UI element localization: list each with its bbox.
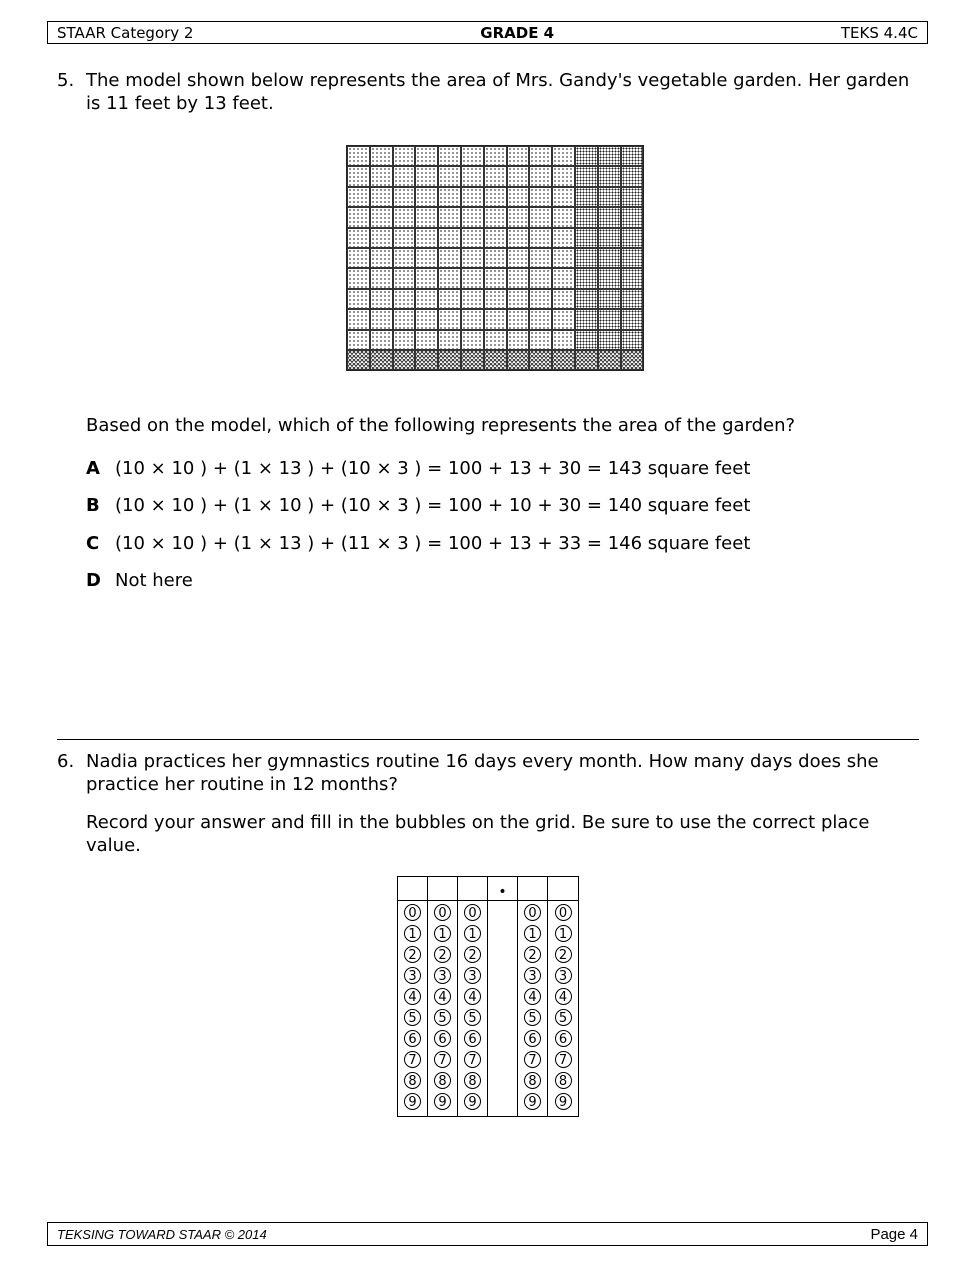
choice-letter: A <box>86 458 100 479</box>
garden-square <box>575 289 598 309</box>
garden-square <box>552 207 575 227</box>
choice-text: (10 × 10 ) + (1 × 13 ) + (11 × 3 ) = 100 + 13 + 33 = 146 square feet <box>115 533 751 554</box>
garden-square <box>575 309 598 329</box>
digit-bubble[interactable]: 3 <box>464 967 481 984</box>
digit-bubble[interactable]: 9 <box>555 1093 572 1110</box>
garden-square <box>415 146 438 166</box>
digit-bubble[interactable]: 9 <box>404 1093 421 1110</box>
digit-bubble[interactable]: 8 <box>404 1072 421 1089</box>
digit-bubble[interactable]: 9 <box>464 1093 481 1110</box>
garden-square <box>438 289 461 309</box>
footer-copyright: TEKSING TOWARD STAAR © 2014 <box>57 1226 267 1242</box>
garden-square <box>461 187 484 207</box>
grid-instruction: Record your answer and fill in the bubbles on the grid. Be sure to use the correct place value. <box>86 812 870 856</box>
answer-choice-c[interactable] <box>86 533 750 554</box>
decimal-column <box>488 877 518 1116</box>
digit-column <box>398 877 428 1116</box>
garden-square <box>598 248 621 268</box>
digit-bubble[interactable]: 5 <box>524 1009 541 1026</box>
garden-square <box>370 350 393 370</box>
garden-square <box>529 330 552 350</box>
digit-bubble[interactable]: 0 <box>524 904 541 921</box>
digit-bubble[interactable]: 6 <box>524 1030 541 1047</box>
garden-square <box>529 146 552 166</box>
garden-square <box>621 207 644 227</box>
garden-square <box>393 268 416 288</box>
garden-square <box>598 309 621 329</box>
garden-square <box>370 207 393 227</box>
garden-square <box>370 309 393 329</box>
garden-square <box>552 350 575 370</box>
garden-square <box>575 146 598 166</box>
garden-square <box>370 166 393 186</box>
digit-bubble[interactable]: 4 <box>555 988 572 1005</box>
garden-square <box>370 289 393 309</box>
garden-square <box>484 187 507 207</box>
garden-square <box>575 207 598 227</box>
garden-square <box>347 207 370 227</box>
question-prompt: Based on the model, which of the following represents the area of the garden? <box>86 415 796 436</box>
divider <box>57 739 919 740</box>
question-text: Nadia practices her gymnastics routine 16 days every month. How many days does she practice her routine in 12 months? <box>86 751 879 795</box>
digit-bubble[interactable]: 6 <box>464 1030 481 1047</box>
answer-choice-a[interactable] <box>86 458 750 479</box>
page-footer <box>47 1222 928 1246</box>
garden-square <box>347 309 370 329</box>
garden-square <box>415 228 438 248</box>
digit-bubble[interactable]: 7 <box>524 1051 541 1068</box>
garden-square <box>461 207 484 227</box>
digit-bubble[interactable]: 3 <box>434 967 451 984</box>
answer-box[interactable] <box>458 877 487 901</box>
choice-letter: D <box>86 570 101 591</box>
digit-bubble[interactable]: 2 <box>555 946 572 963</box>
garden-square <box>552 330 575 350</box>
garden-square <box>438 207 461 227</box>
garden-square <box>347 268 370 288</box>
garden-square <box>438 350 461 370</box>
garden-square <box>507 350 530 370</box>
digit-bubble[interactable]: 9 <box>524 1093 541 1110</box>
digit-bubble[interactable]: 7 <box>464 1051 481 1068</box>
garden-square <box>575 268 598 288</box>
garden-square <box>621 309 644 329</box>
digit-bubble[interactable]: 0 <box>404 904 421 921</box>
garden-square <box>461 289 484 309</box>
garden-square <box>507 330 530 350</box>
garden-square <box>484 248 507 268</box>
garden-square <box>393 207 416 227</box>
garden-square <box>393 309 416 329</box>
garden-square <box>415 350 438 370</box>
garden-square <box>370 248 393 268</box>
digit-bubble[interactable]: 4 <box>404 988 421 1005</box>
garden-square <box>598 268 621 288</box>
garden-square <box>484 268 507 288</box>
garden-square <box>552 166 575 186</box>
garden-square <box>507 268 530 288</box>
garden-square <box>621 228 644 248</box>
answer-box[interactable] <box>428 877 457 901</box>
garden-square <box>415 166 438 186</box>
garden-square <box>438 330 461 350</box>
garden-square <box>598 146 621 166</box>
garden-square <box>461 228 484 248</box>
garden-square <box>393 248 416 268</box>
answer-choice-d[interactable] <box>86 570 193 591</box>
digit-bubble[interactable]: 7 <box>555 1051 572 1068</box>
garden-square <box>552 309 575 329</box>
digit-bubble[interactable]: 8 <box>524 1072 541 1089</box>
garden-square <box>507 187 530 207</box>
garden-square <box>415 268 438 288</box>
choice-text: (10 × 10 ) + (1 × 10 ) + (10 × 3 ) = 100 + 10 + 30 = 140 square feet <box>115 495 751 516</box>
garden-square <box>438 146 461 166</box>
garden-square <box>621 268 644 288</box>
garden-square <box>575 166 598 186</box>
decimal-point: • <box>488 877 517 901</box>
garden-square <box>393 187 416 207</box>
garden-square <box>621 187 644 207</box>
garden-square <box>415 330 438 350</box>
garden-square <box>529 228 552 248</box>
garden-square <box>598 350 621 370</box>
garden-square <box>370 187 393 207</box>
garden-square <box>621 146 644 166</box>
garden-square <box>598 330 621 350</box>
garden-square <box>552 248 575 268</box>
garden-square <box>347 166 370 186</box>
garden-square <box>484 166 507 186</box>
answer-box[interactable] <box>398 877 427 901</box>
garden-square <box>484 228 507 248</box>
digit-bubble[interactable]: 3 <box>555 967 572 984</box>
garden-square <box>415 289 438 309</box>
garden-square <box>484 207 507 227</box>
garden-square <box>347 146 370 166</box>
digit-bubble[interactable]: 1 <box>464 925 481 942</box>
garden-square <box>347 289 370 309</box>
garden-square <box>415 248 438 268</box>
digit-bubble[interactable]: 6 <box>434 1030 451 1047</box>
garden-square <box>461 166 484 186</box>
page-number: Page 4 <box>870 1225 918 1243</box>
garden-square <box>438 268 461 288</box>
garden-square <box>598 187 621 207</box>
garden-square <box>370 268 393 288</box>
garden-square <box>529 309 552 329</box>
garden-square <box>461 268 484 288</box>
digit-bubble[interactable]: 5 <box>404 1009 421 1026</box>
garden-square <box>484 309 507 329</box>
digit-bubble[interactable]: 1 <box>404 925 421 942</box>
digit-bubble[interactable]: 3 <box>404 967 421 984</box>
garden-square <box>621 248 644 268</box>
digit-bubble[interactable]: 0 <box>464 904 481 921</box>
garden-square <box>507 166 530 186</box>
garden-square <box>529 350 552 370</box>
garden-square <box>598 166 621 186</box>
garden-square <box>415 207 438 227</box>
digit-bubble[interactable]: 6 <box>555 1030 572 1047</box>
garden-square <box>598 228 621 248</box>
digit-bubble[interactable]: 4 <box>434 988 451 1005</box>
header-category: STAAR Category 2 <box>57 23 194 42</box>
garden-square <box>438 228 461 248</box>
garden-square <box>621 330 644 350</box>
garden-square <box>552 268 575 288</box>
garden-square <box>393 146 416 166</box>
garden-square <box>461 146 484 166</box>
question-text: The model shown below represents the area of Mrs. Gandy's vegetable garden. Her garden is 11 feet by 13 feet. <box>86 70 910 114</box>
digit-bubble[interactable]: 1 <box>524 925 541 942</box>
garden-square <box>621 350 644 370</box>
digit-bubble[interactable]: 4 <box>524 988 541 1005</box>
question-number: 6. <box>57 751 75 772</box>
garden-square <box>370 330 393 350</box>
garden-square <box>507 248 530 268</box>
garden-square <box>507 207 530 227</box>
garden-square <box>393 166 416 186</box>
garden-square <box>507 309 530 329</box>
digit-bubble[interactable]: 1 <box>434 925 451 942</box>
garden-square <box>370 146 393 166</box>
garden-square <box>370 228 393 248</box>
answer-box[interactable] <box>548 877 578 901</box>
garden-square <box>598 207 621 227</box>
garden-square <box>575 228 598 248</box>
garden-square <box>552 289 575 309</box>
digit-bubble[interactable]: 5 <box>555 1009 572 1026</box>
choice-letter: C <box>86 533 100 554</box>
answer-choice-b[interactable] <box>86 495 750 516</box>
garden-square <box>461 248 484 268</box>
garden-square <box>529 166 552 186</box>
digit-bubble[interactable]: 7 <box>404 1051 421 1068</box>
digit-bubble[interactable]: 8 <box>464 1072 481 1089</box>
garden-square <box>438 248 461 268</box>
garden-square <box>552 187 575 207</box>
garden-square <box>461 350 484 370</box>
digit-bubble[interactable]: 5 <box>434 1009 451 1026</box>
garden-square <box>461 330 484 350</box>
garden-square <box>529 289 552 309</box>
garden-square <box>484 289 507 309</box>
digit-bubble[interactable]: 8 <box>434 1072 451 1089</box>
garden-square <box>484 146 507 166</box>
digit-bubble[interactable]: 3 <box>524 967 541 984</box>
digit-bubble[interactable]: 2 <box>404 946 421 963</box>
garden-square <box>507 228 530 248</box>
question-number: 5. <box>57 70 75 91</box>
digit-bubble[interactable]: 2 <box>524 946 541 963</box>
garden-square <box>347 187 370 207</box>
garden-square <box>438 166 461 186</box>
garden-square <box>621 289 644 309</box>
garden-square <box>575 350 598 370</box>
garden-square <box>393 228 416 248</box>
garden-square <box>552 228 575 248</box>
garden-square <box>598 289 621 309</box>
garden-square <box>393 330 416 350</box>
garden-square <box>507 146 530 166</box>
choice-text: (10 × 10 ) + (1 × 13 ) + (10 × 3 ) = 100 + 13 + 30 = 143 square feet <box>115 458 751 479</box>
garden-square <box>415 187 438 207</box>
header-grade: GRADE 4 <box>480 23 555 42</box>
garden-square <box>575 248 598 268</box>
garden-square <box>347 350 370 370</box>
garden-square <box>347 330 370 350</box>
header-teks: TEKS 4.4C <box>840 23 918 42</box>
digit-bubble[interactable]: 2 <box>464 946 481 963</box>
digit-column <box>548 877 578 1116</box>
garden-square <box>621 166 644 186</box>
page-header <box>47 21 928 44</box>
garden-square <box>507 289 530 309</box>
garden-square <box>484 330 507 350</box>
digit-bubble[interactable]: 7 <box>434 1051 451 1068</box>
garden-square <box>347 248 370 268</box>
answer-box[interactable] <box>518 877 547 901</box>
digit-bubble[interactable]: 9 <box>434 1093 451 1110</box>
digit-bubble[interactable]: 1 <box>555 925 572 942</box>
garden-square <box>575 187 598 207</box>
digit-bubble[interactable]: 8 <box>555 1072 572 1089</box>
garden-square <box>529 187 552 207</box>
digit-bubble[interactable]: 0 <box>555 904 572 921</box>
garden-square <box>529 248 552 268</box>
digit-bubble[interactable]: 6 <box>404 1030 421 1047</box>
digit-bubble[interactable]: 5 <box>464 1009 481 1026</box>
garden-square <box>461 309 484 329</box>
garden-square <box>347 228 370 248</box>
digit-bubble[interactable]: 4 <box>464 988 481 1005</box>
choice-letter: B <box>86 495 100 516</box>
digit-column <box>458 877 488 1116</box>
answer-grid <box>397 876 579 1117</box>
digit-bubble[interactable]: 2 <box>434 946 451 963</box>
digit-column <box>428 877 458 1116</box>
garden-square <box>415 309 438 329</box>
garden-square <box>438 187 461 207</box>
garden-square <box>552 146 575 166</box>
garden-square <box>575 330 598 350</box>
garden-square <box>529 207 552 227</box>
digit-bubble[interactable]: 0 <box>434 904 451 921</box>
garden-square <box>393 289 416 309</box>
choice-text: Not here <box>115 570 193 591</box>
garden-square <box>438 309 461 329</box>
digit-column <box>518 877 548 1116</box>
garden-square <box>393 350 416 370</box>
garden-square <box>529 268 552 288</box>
garden-area-model <box>346 145 644 371</box>
garden-square <box>484 350 507 370</box>
